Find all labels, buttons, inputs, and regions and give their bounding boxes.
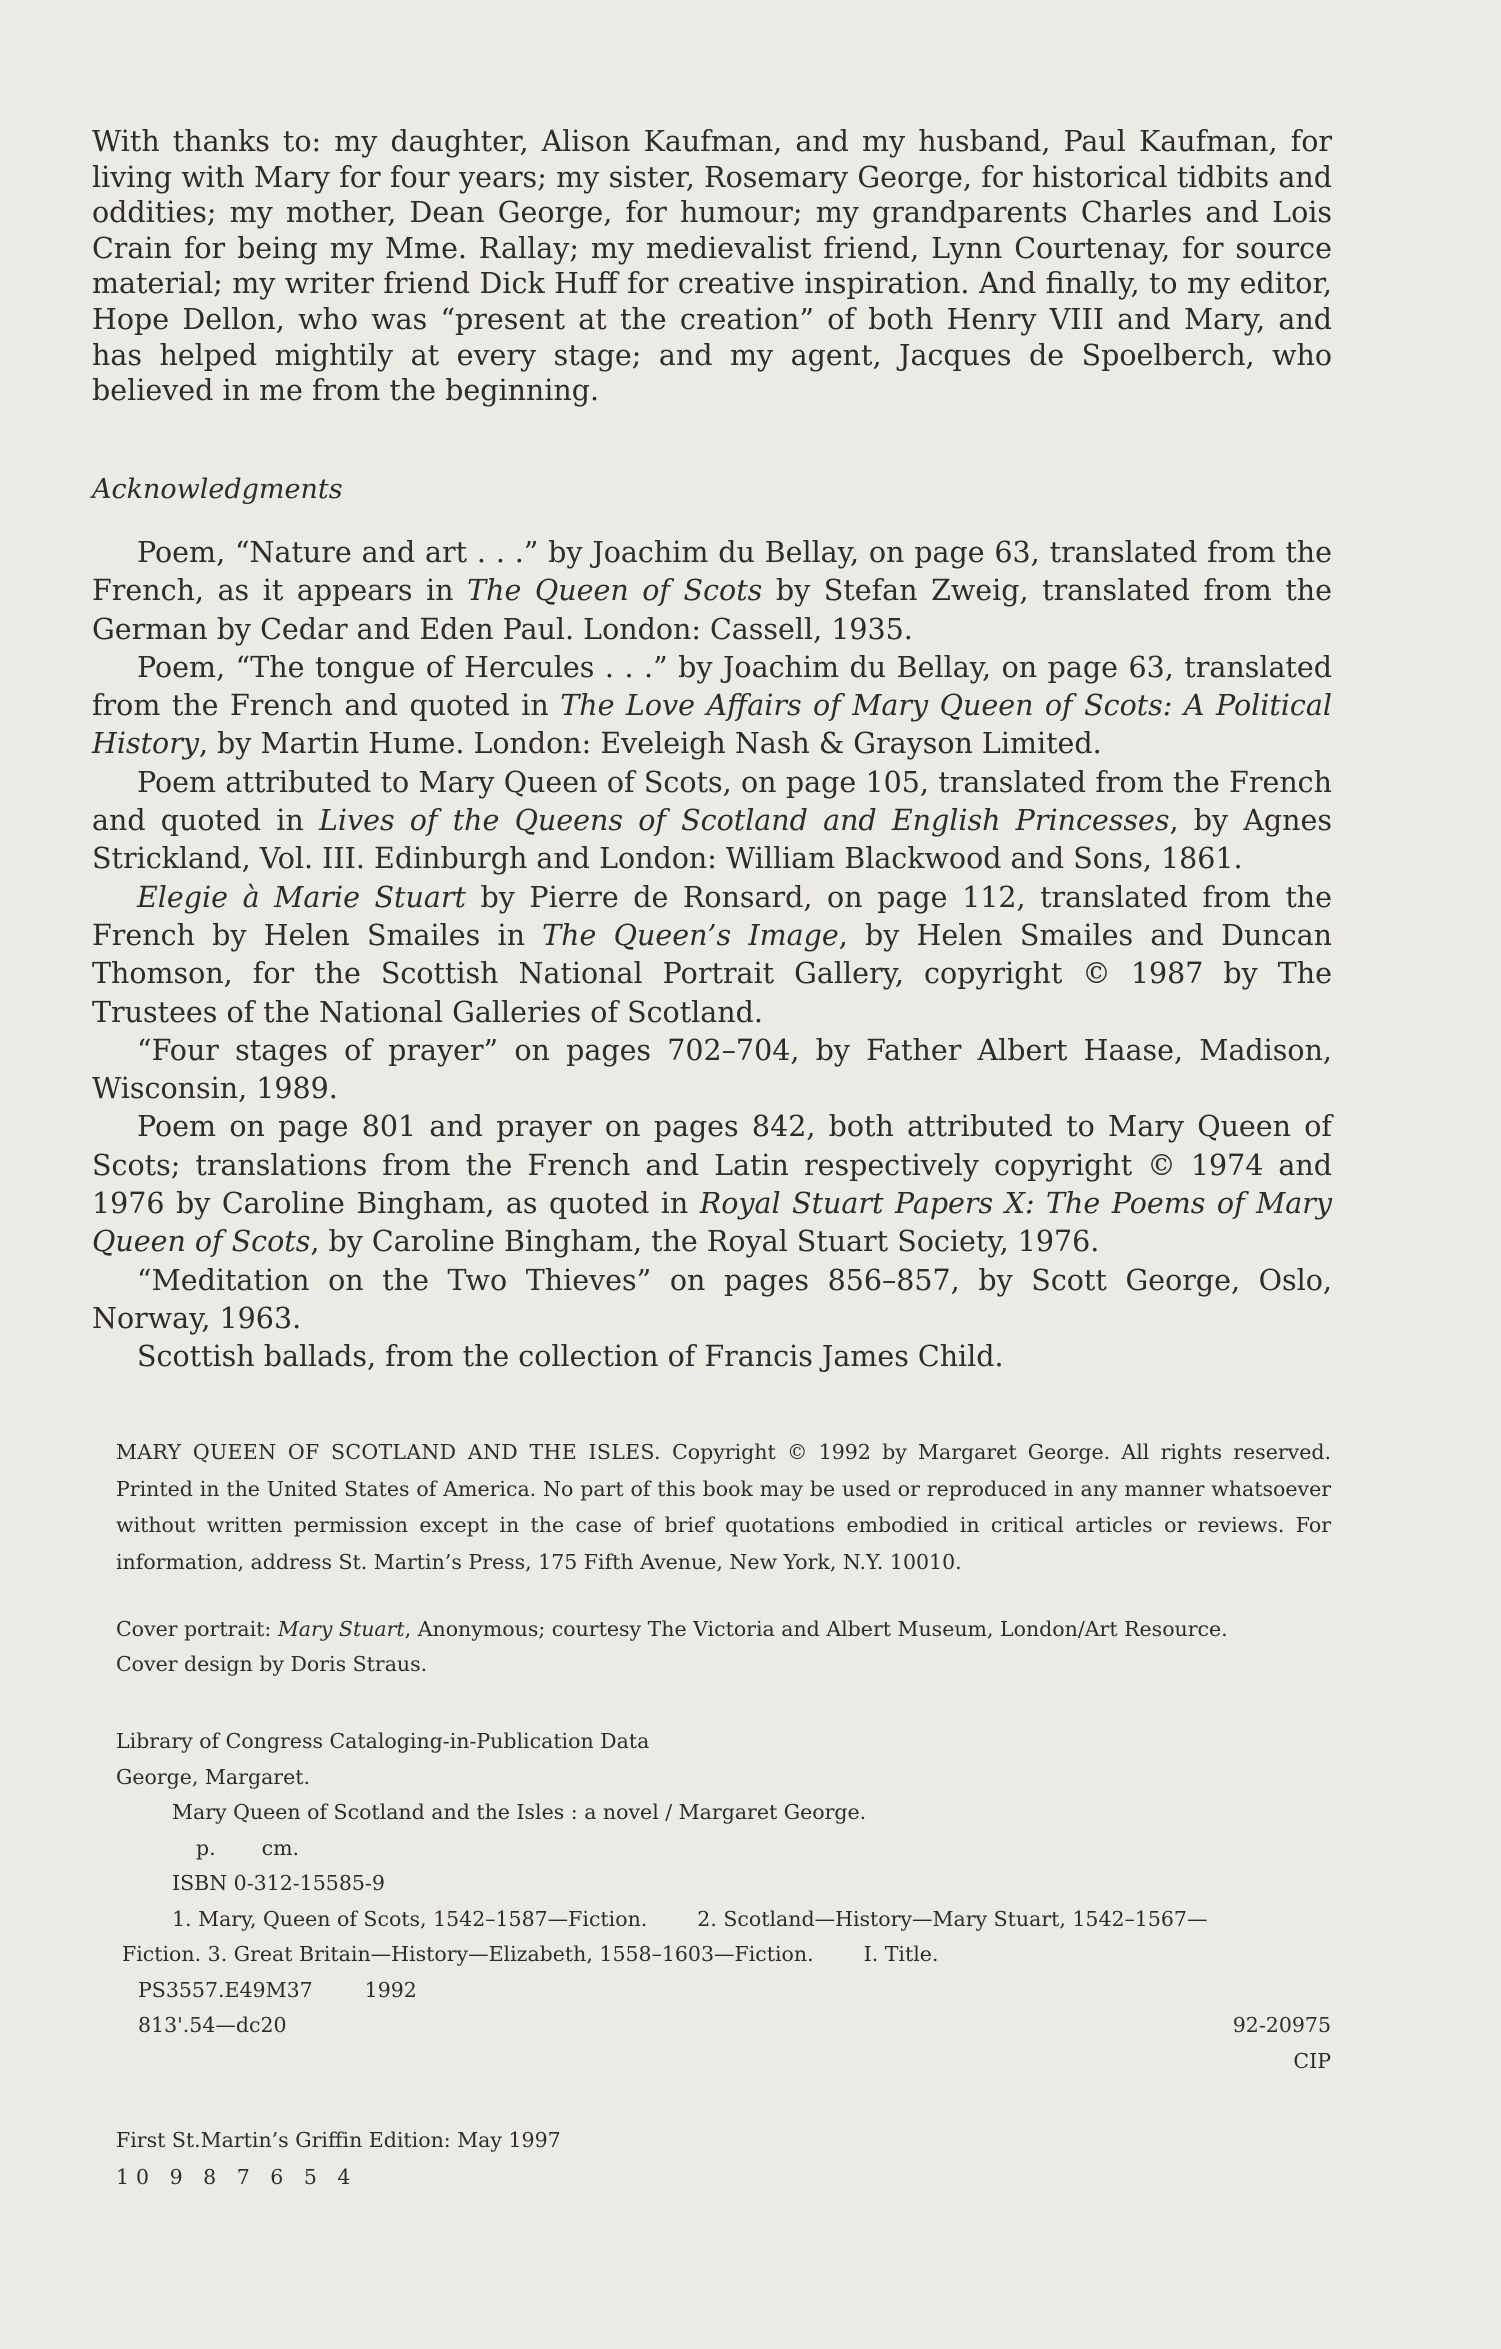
cip-title: Mary Queen of Scotland and the Isles : a novel / Margaret George. (172, 1800, 867, 1824)
work-title: The Love Affairs of Mary Queen of Scots: A Political History (92, 689, 1332, 761)
acknowledgment-item: “Meditation on the Two Thieves” on pages 856–857, by Scott George, Oslo, Norway, 1963. (92, 1263, 1332, 1335)
work-title: Lives of the Queens of Scotland and English Princesses (318, 804, 1170, 838)
cip-label: CIP (1293, 2048, 1331, 2073)
edition-line: First St.Martin’s Griffin Edition: May 1997 (116, 2128, 561, 2152)
book-title-caps: MARY QUEEN OF SCOTLAND AND THE ISLES. (116, 1440, 661, 1464)
printing-line: 10 9 8 7 6 5 4 (116, 2165, 358, 2189)
work-title: Elegie à Marie Stuart (137, 880, 466, 914)
cip-isbn: ISBN 0-312-15585-9 (172, 1871, 385, 1895)
acknowledgment-item: Scottish ballads, from the collection of Francis James Child. (137, 1340, 1004, 1374)
acknowledgment-item: Poem, “The tongue of Hercules . . .” by Joachim du Bellay, on page 63, translated from the French and quoted in The Love Affairs of Mary Queen of Scots: A Political History, by Martin Hume. London: Eveleigh Nash & Grayson Limited. (92, 650, 1332, 761)
acknowledgments-heading: Acknowledgments (92, 474, 343, 505)
cip-physical: p. cm. (196, 1835, 300, 1860)
acknowledgment-item: Poem on page 801 and prayer on pages 842, both attributed to Mary Queen of Scots; translations from the French and Latin respectively copyright © 1974 and 1976 by Caroline Bingham, as quoted in Royal Stuart Papers X: The Poems of Mary Queen of Scots, by Caroline Bingham, the Royal Stuart Society, 1976. (92, 1110, 1332, 1259)
cip-subjects: 1. Mary, Queen of Scots, 1542–1587—Fiction. 2. Scotland—History—Mary Stuart, 1542–1567— (172, 1906, 1208, 1931)
acknowledgment-item: Elegie à Marie Stuart by Pierre de Ronsard, on page 112, translated from the French by Helen Smailes in The Queen’s Image, by Helen Smailes and Duncan Thomson, for the Scottish National Portrait Gallery, copyright © 1987 by The Trustees of the National Galleries of Scotland. (92, 880, 1333, 1029)
cip-heading: Library of Congress Cataloging-in-Publication Data (116, 1729, 650, 1753)
acknowledgments-list (92, 534, 1332, 1377)
work-title: The Queen’s Image (542, 918, 839, 952)
acknowledgment-item: Poem attributed to Mary Queen of Scots, on page 105, translated from the French and quoted in Lives of the Queens of Scotland and English Princesses, by Agnes Strickland, Vol. III. Edinburgh and London: William Blackwood and Sons, 1861. (92, 765, 1332, 876)
cip-lc-class: PS3557.E49M37 1992 (138, 1977, 417, 2002)
acknowledgment-item: Poem, “Nature and art . . .” by Joachim du Bellay, on page 63, translated from the French, as it appears in The Queen of Scots by Stefan Zweig, translated from the German by Cedar and Eden Paul. London: Cassell, 1935. (92, 536, 1333, 646)
thanks-paragraph: With thanks to: my daughter, Alison Kaufman, and my husband, Paul Kaufman, for living with Mary for four years; my sister, Rosemary George, for historical tidbits and oddities; my mother, Dean George, for humour; my grandparents Charles and Lois Crain for being my Mme. Rallay; my medievalist friend, Lynn Courtenay, for source material; my writer friend Dick Huff for creative inspiration. And finally, to my editor, Hope Dellon, who was “present at the creation” of both Henry VIII and Mary, and has helped mightily at every stage; and my agent, Jacques de Spoelberch, who believed in me from the beginning. (92, 125, 1332, 408)
work-title: Royal Stuart Papers X: The Poems of Mary Queen of Scots (92, 1187, 1332, 1259)
work-title: The Queen of Scots (467, 574, 763, 608)
cip-dewey: 813'.54—dc20 (138, 2013, 287, 2037)
cip-dewey-row (116, 2008, 1331, 2044)
cip-author: George, Margaret. (116, 1764, 310, 1789)
cover-portrait-credit: Cover portrait: Mary Stuart, Anonymous; courtesy The Victoria and Albert Museum, London/Art Resource. (116, 1617, 1228, 1641)
cip-subjects-cont: Fiction. 3. Great Britain—History—Elizabeth, 1558–1603—Fiction. I. Title. (122, 1942, 939, 1966)
copyright-notice: MARY QUEEN OF SCOTLAND AND THE ISLES. Copyright © 1992 by Margaret George. All rights reserved. Printed in the United States of America. No part of this book may be used or reproduced in any manner whatsoever without written permission except in the case of brief quotations embodied in critical articles or reviews. For information, address St. Martin’s Press, 175 Fifth Avenue, New York, N.Y. 10010. (116, 1440, 1331, 1574)
cip-lccn: 92-20975 (1232, 2013, 1331, 2037)
cover-design-credit: Cover design by Doris Straus. (116, 1651, 428, 1676)
cover-credits (116, 1612, 1331, 1681)
edition-info (116, 2122, 916, 2196)
cip-data (116, 1724, 1331, 2079)
acknowledgment-item: “Four stages of prayer” on pages 702–704, by Father Albert Haase, Madison, Wisconsin, 1989. (92, 1033, 1332, 1106)
